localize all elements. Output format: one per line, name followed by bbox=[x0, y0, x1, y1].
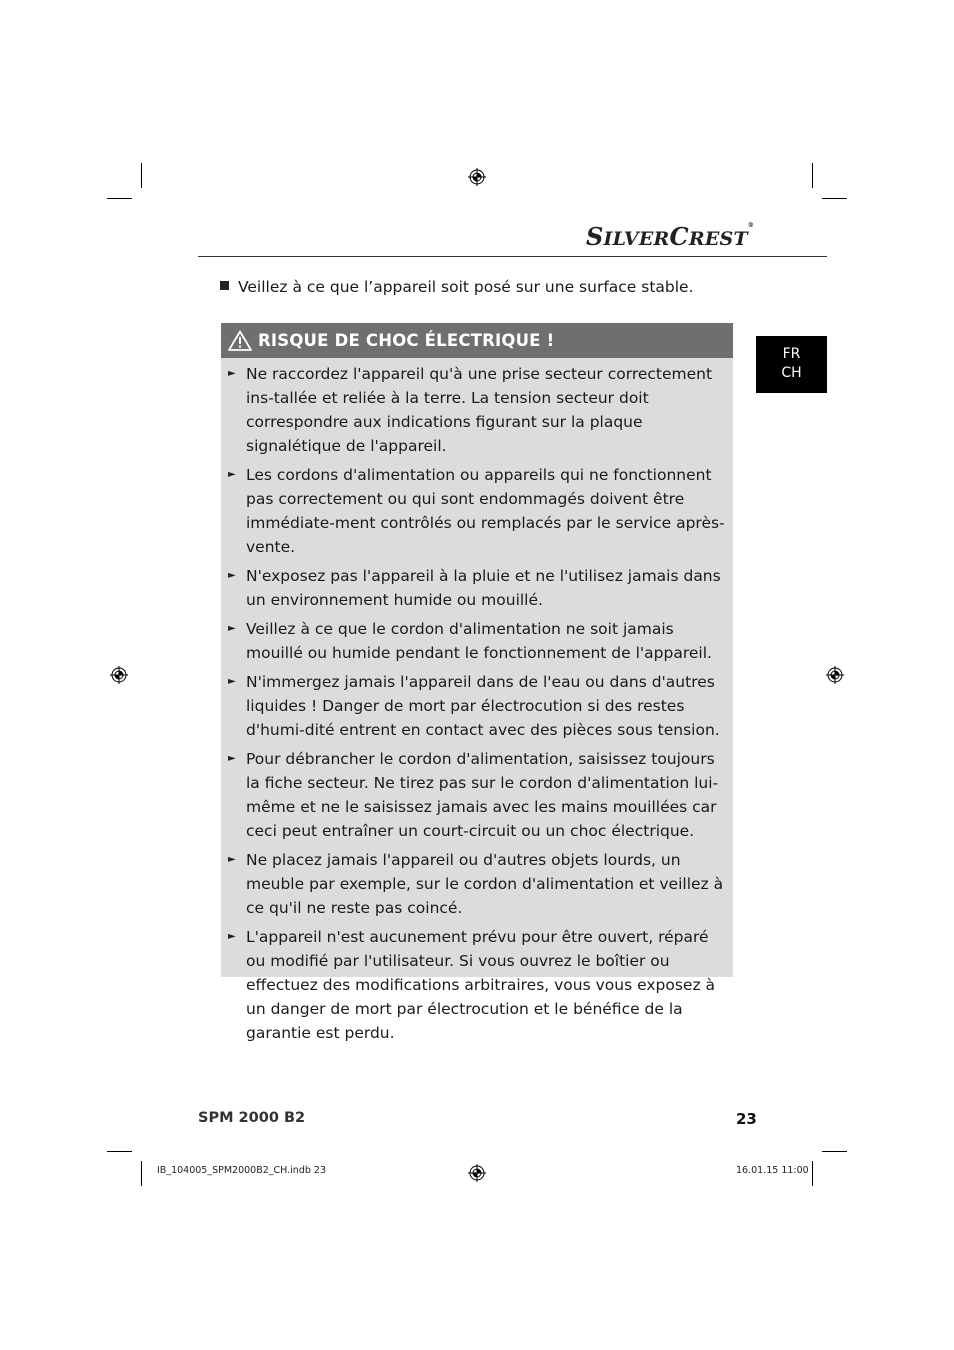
list-item bbox=[228, 564, 725, 612]
crop-mark bbox=[812, 1161, 813, 1186]
list-item bbox=[228, 362, 725, 458]
page-number: 23 bbox=[736, 1110, 757, 1128]
crop-mark bbox=[812, 163, 813, 188]
crop-mark bbox=[107, 198, 132, 199]
warning-triangle-icon bbox=[228, 330, 252, 351]
item-text: Les cordons d'alimentation ou appareils qui ne fonctionnent pas correctement ou qui sont endommagés doivent être immédiate-ment contrôlés ou remplacés par le service après-vente. bbox=[246, 466, 725, 556]
country-code: CH bbox=[781, 365, 802, 381]
intro-text: Veillez à ce que l’appareil soit posé sur une surface stable. bbox=[238, 278, 694, 296]
item-text: L'appareil n'est aucunement prévu pour être ouvert, réparé ou modifié par l'utilisateur. Si vous ouvrez le boîtier ou effectuez des modifications arbitraires, vous vous exposez à un danger de mort par électrocution et le bénéfice de la garantie est perdu. bbox=[246, 928, 716, 1042]
item-text: N'exposez pas l'appareil à la pluie et ne l'utilisez jamais dans un environnement humide ou mouillé. bbox=[246, 567, 721, 609]
language-code: FR bbox=[782, 346, 801, 362]
warning-title: RISQUE DE CHOC ÉLECTRIQUE ! bbox=[258, 331, 555, 350]
list-item bbox=[228, 747, 725, 843]
logo-letter: S bbox=[585, 222, 604, 251]
square-bullet-icon bbox=[220, 281, 229, 290]
list-item bbox=[228, 463, 725, 559]
registered-mark: ® bbox=[747, 222, 754, 229]
print-slug-file: IB_104005_SPM2000B2_CH.indb 23 bbox=[157, 1165, 326, 1176]
arrow-bullet-icon: ► bbox=[228, 623, 236, 634]
crop-mark bbox=[822, 198, 847, 199]
arrow-bullet-icon: ► bbox=[228, 931, 236, 942]
intro-line bbox=[220, 276, 694, 298]
item-text: N'immergez jamais l'appareil dans de l'eau ou dans d'autres liquides ! Danger de mort par électrocution si des restes d'humi-dité entrent en contact avec des pièces sous tension. bbox=[246, 673, 720, 739]
list-item bbox=[228, 617, 725, 665]
registration-mark-icon bbox=[468, 168, 486, 186]
warning-box bbox=[221, 323, 733, 1042]
crop-mark bbox=[141, 163, 142, 188]
list-item bbox=[228, 848, 725, 920]
warning-header bbox=[221, 323, 733, 358]
arrow-bullet-icon: ► bbox=[228, 469, 236, 480]
item-text: Ne placez jamais l'appareil ou d'autres objets lourds, un meuble par exemple, sur le cordon d'alimentation et veillez à ce qu'il ne reste pas coincé. bbox=[246, 851, 724, 917]
model-name: SPM 2000 B2 bbox=[198, 1110, 306, 1126]
item-text: Ne raccordez l'appareil qu'à une prise secteur correctement ins-tallée et reliée à la terre. La tension secteur doit correspondre aux indications figurant sur la plaque signalétique de l'appareil. bbox=[246, 365, 713, 455]
registration-mark-icon bbox=[468, 1164, 486, 1182]
crop-mark bbox=[822, 1151, 847, 1152]
language-tab bbox=[756, 336, 827, 393]
list-item bbox=[228, 925, 725, 1045]
logo-letters: REST bbox=[688, 228, 748, 250]
arrow-bullet-icon: ► bbox=[228, 753, 236, 764]
crop-mark bbox=[141, 1161, 142, 1186]
print-slug-date: 16.01.15 11:00 bbox=[736, 1165, 809, 1176]
item-text: Veillez à ce que le cordon d'alimentation ne soit jamais mouillé ou humide pendant le fonctionnement de l'appareil. bbox=[246, 620, 712, 662]
arrow-bullet-icon: ► bbox=[228, 368, 236, 379]
logo-letters: ILVER bbox=[603, 228, 670, 250]
arrow-bullet-icon: ► bbox=[228, 854, 236, 865]
brand-logo bbox=[586, 222, 754, 251]
registration-mark-icon bbox=[826, 666, 844, 684]
header-divider bbox=[198, 256, 827, 257]
crop-mark bbox=[107, 1151, 132, 1152]
logo-letter: C bbox=[669, 222, 689, 251]
arrow-bullet-icon: ► bbox=[228, 676, 236, 687]
warning-list bbox=[221, 358, 733, 1045]
registration-mark-icon bbox=[110, 666, 128, 684]
item-text: Pour débrancher le cordon d'alimentation, saisissez toujours la fiche secteur. Ne tirez pas sur le cordon d'alimentation lui-même et ne le saisissez jamais avec les mains mouillées car ceci peut entraîner un court-circuit ou un choc électrique. bbox=[246, 750, 719, 840]
list-item bbox=[228, 670, 725, 742]
arrow-bullet-icon: ► bbox=[228, 570, 236, 581]
